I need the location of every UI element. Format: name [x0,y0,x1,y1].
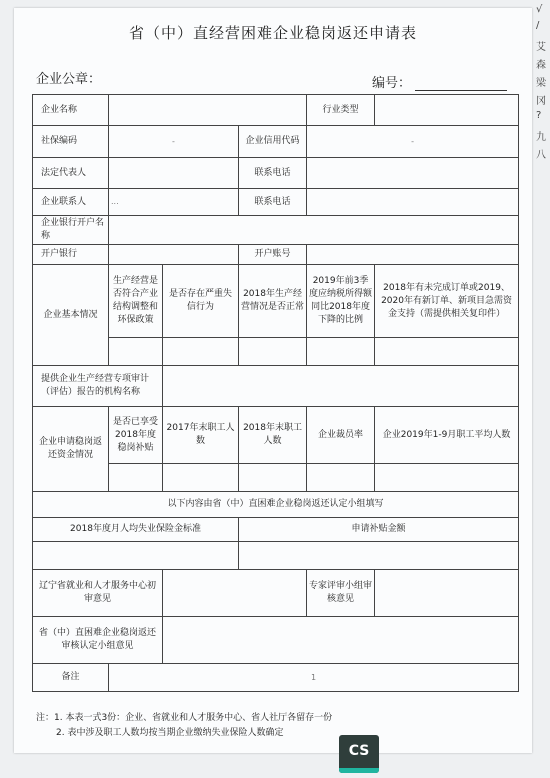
company-name-label: 企业名称 [33,95,109,126]
serial-number-field [372,72,507,91]
edge-char-9: 八 [536,150,546,161]
committee-section-header: 以下内容由省（中）直困难企业稳岗返还认定小组填写 [33,492,519,518]
camscanner-logo-bar [339,768,379,773]
row-contact [33,189,519,216]
basic-info-label: 企业基本情况 [33,265,109,366]
credit-code-value [307,126,519,158]
phone-value-2 [307,189,519,216]
row-committee-header [33,492,519,518]
note-1: 注：1. 本表一式3份：企业、省就业和人才服务中心、省人社厅各留存一份 [36,713,333,723]
committee-opinion-value [163,617,519,664]
phone-label-1: 联系电话 [239,158,307,189]
subsidy-amount-label: 申请补贴金额 [239,518,519,542]
edge-char-5: 梁 [536,78,546,89]
application-form-sheet [14,8,532,753]
social-security-no-value [109,126,239,158]
row-bank [33,245,519,265]
row-subsidy [33,518,519,542]
apply-value-5 [375,464,519,492]
credit-code-label: 企业信用代码 [239,126,307,158]
basic-info-col-2: 是否存在严重失信行为 [163,265,239,338]
camscanner-logo-icon [339,735,379,773]
apply-col-5: 企业2019年1-9月职工平均人数 [375,407,519,464]
form-notes [36,711,332,741]
row-committee-opinion [33,617,519,664]
row-remarks [33,664,519,692]
phone-value-1 [307,158,519,189]
account-no-label: 开户账号 [239,245,307,265]
application-form-table [32,94,519,692]
company-seal-label: 企业公章： [36,72,102,87]
apply-value-4 [307,464,375,492]
row-subsidy-values [33,542,519,570]
company-name-value [109,95,307,126]
expert-review-label: 专家评审小组审核意见 [307,570,375,617]
bank-label: 开户银行 [33,245,109,265]
edge-char-4: 森 [536,60,546,71]
audit-org-label: 提供企业生产经营专项审计（评估）报告的机构名称 [33,366,163,407]
audit-org-value [163,366,519,407]
serial-number-blank [415,78,507,91]
apply-value-2 [163,464,239,492]
apply-funds-label: 企业申请稳岗返还资金情况 [33,407,109,492]
row-company-name [33,95,519,126]
edge-char-8: 九 [536,132,546,143]
note-2: 2. 表中涉及职工人数均按当期企业缴纳失业保险人数确定 [56,728,284,738]
bank-account-name-label: 企业银行开户名称 [33,216,109,245]
center-review-value [163,570,307,617]
basic-info-col-1: 生产经营是否符合产业结构调整和环保政策 [109,265,163,338]
credit-code-text: - [411,136,414,146]
apply-value-3 [239,464,307,492]
contact-person-text: ... [111,197,119,206]
basic-info-col-3: 2018年生产经营情况是否正常 [239,265,307,338]
industry-type-label: 行业类型 [307,95,375,126]
row-social-security [33,126,519,158]
row-audit-org [33,366,519,407]
legal-rep-label: 法定代表人 [33,158,109,189]
social-security-no-label: 社保编码 [33,126,109,158]
row-apply-headers [33,407,519,464]
contact-person-value [109,189,239,216]
apply-value-1 [109,464,163,492]
apply-col-4: 企业裁员率 [307,407,375,464]
subsidy-amount-value [239,542,519,570]
basic-info-value-3 [239,338,307,366]
camscanner-logo-text: CS [348,743,370,759]
edge-char-2: / [536,20,540,31]
remarks-label: 备注 [33,664,109,692]
bank-account-name-value [109,216,519,245]
industry-type-value [375,95,519,126]
legal-rep-value [109,158,239,189]
basic-info-col-4: 2019年前3季度应纳税所得额同比2018年度下降的比例 [307,265,375,338]
committee-opinion-label: 省（中）直困难企业稳岗返还审核认定小组意见 [33,617,163,664]
form-title: 省（中）直经营困难企业稳岗返还申请表 [128,24,417,42]
phone-label-2: 联系电话 [239,189,307,216]
remarks-text: 1 [310,672,317,682]
basic-info-value-1 [109,338,163,366]
basic-info-value-5 [375,338,519,366]
apply-col-3: 2018年末职工人数 [239,407,307,464]
account-no-value [307,245,519,265]
remarks-value [109,664,519,692]
per-capita-benefit-label: 2018年度月人均失业保险金标准 [33,518,239,542]
serial-number-label: 编号： [372,76,412,91]
bank-value [109,245,239,265]
basic-info-value-4 [307,338,375,366]
adjacent-page-edge [532,0,550,160]
row-bank-name [33,216,519,245]
apply-col-1: 是否已享受2018年度稳岗补贴 [109,407,163,464]
per-capita-benefit-value [33,542,239,570]
basic-info-col-5: 2018年有未完成订单或2019、2020年有新订单、新项目急需资金支持（需提供相关复印件） [375,265,519,338]
social-security-no-text: - [172,136,175,146]
edge-char-7: ? [536,110,542,121]
row-review [33,570,519,617]
edge-char-3: 艾 [536,42,546,53]
row-basic-info-headers [33,265,519,338]
apply-col-2: 2017年末职工人数 [163,407,239,464]
basic-info-value-2 [163,338,239,366]
row-legal-rep [33,158,519,189]
contact-person-label: 企业联系人 [33,189,109,216]
expert-review-value [375,570,519,617]
edge-char-6: 冈 [536,96,546,107]
center-review-label: 辽宁省就业和人才服务中心初审意见 [33,570,163,617]
edge-char-1: √ [536,4,543,15]
